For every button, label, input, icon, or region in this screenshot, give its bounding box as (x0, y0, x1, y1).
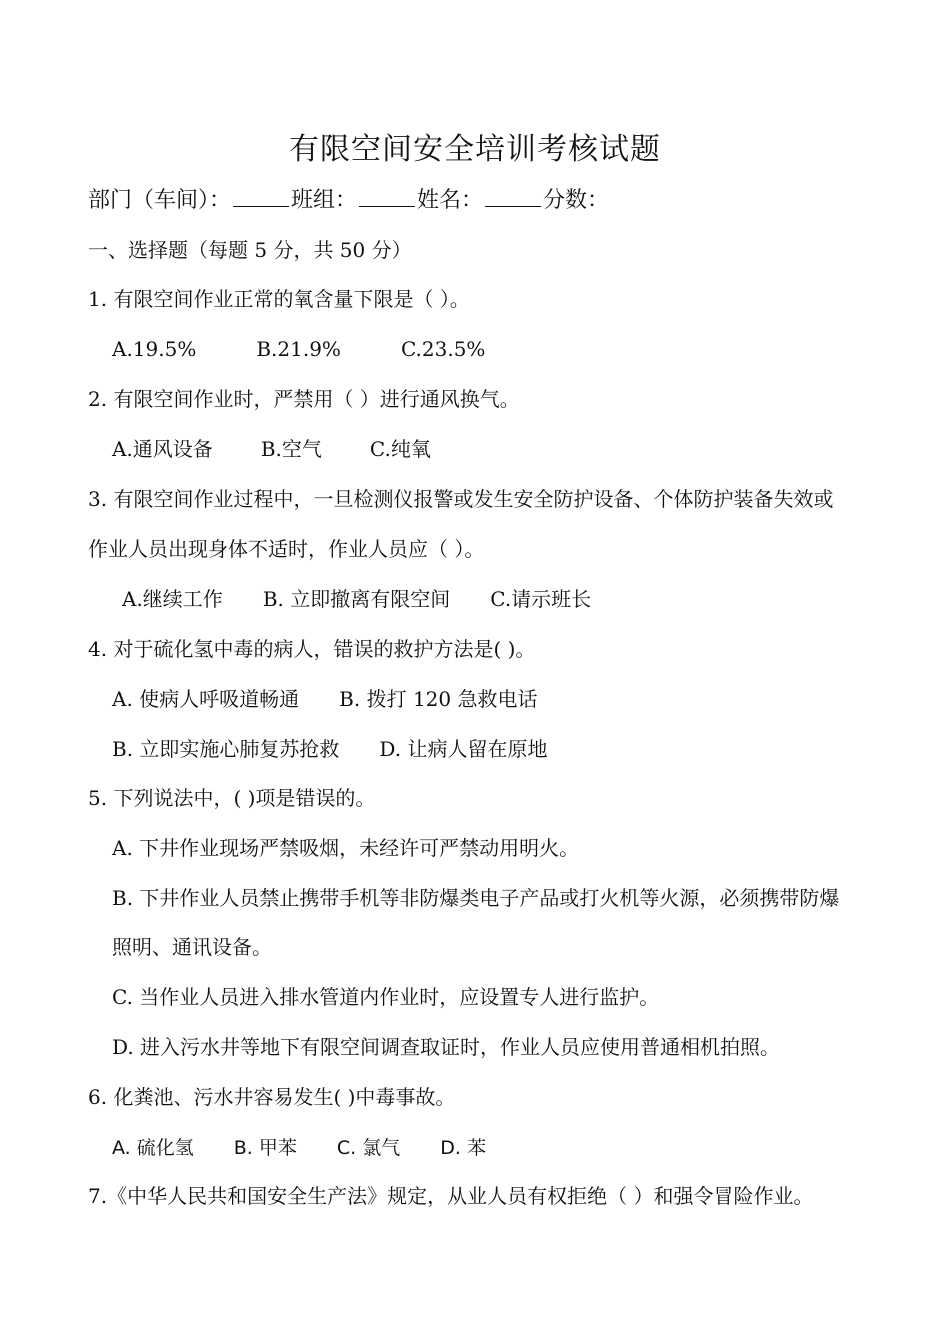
option-a[interactable]: A.通风设备 (112, 437, 213, 461)
page-title: 有限空间安全培训考核试题 (289, 132, 661, 167)
section-heading: 一、选择题（每题 5 分，共 50 分） (88, 238, 412, 262)
question-3-options (122, 584, 890, 614)
option-a[interactable]: A. 硫化氢 (112, 1137, 194, 1159)
name-blank[interactable] (485, 184, 541, 207)
question-3-line-1: 3. 有限空间作业过程中，一旦检测仪报警或发生安全防护设备、个体防护装备失效或 (88, 487, 834, 511)
option-b[interactable]: B. 立即撤离有限空间 (262, 587, 451, 611)
question-4-options-row-2 (112, 734, 890, 764)
option-b-second[interactable]: B. 立即实施心肺复苏抢救 (112, 737, 340, 761)
option-d[interactable]: D. 让病人留在原地 (379, 737, 548, 761)
option-a[interactable]: A. 下井作业现场严禁吸烟，未经许可严禁动用明火。 (112, 836, 580, 860)
question-3-line-2: 作业人员出现身体不适时，作业人员应（ ）。 (88, 537, 485, 561)
score-label: 分数： (543, 188, 610, 213)
info-line (88, 184, 890, 216)
option-b[interactable]: B. 拨打 120 急救电话 (339, 687, 538, 711)
group-label: 班组： (291, 188, 358, 213)
option-d[interactable]: D. 苯 (440, 1137, 486, 1159)
question-2: 2. 有限空间作业时，严禁用（ ）进行通风换气。 (88, 387, 520, 411)
question-1-options (112, 334, 890, 364)
question-1: 1. 有限空间作业正常的氧含量下限是（ ）。 (88, 287, 470, 311)
option-d[interactable]: D. 进入污水井等地下有限空间调查取证时，作业人员应使用普通相机拍照。 (112, 1035, 781, 1059)
question-4: 4. 对于硫化氢中毒的病人，错误的救护方法是( )。 (88, 637, 536, 661)
option-b[interactable]: B.21.9% (256, 337, 341, 361)
option-c[interactable]: C.请示班长 (490, 587, 592, 611)
question-7: 7.《中华人民共和国安全生产法》规定，从业人员有权拒绝（ ）和强令冒险作业。 (88, 1184, 814, 1208)
option-b-continued[interactable]: 照明、通讯设备。 (112, 935, 272, 959)
option-b[interactable]: B. 下井作业人员禁止携带手机等非防爆类电子产品或打火机等火源，必须携带防爆 (112, 886, 840, 910)
dept-blank[interactable] (233, 184, 289, 207)
question-4-options-row-1 (112, 684, 890, 714)
question-6: 6. 化粪池、污水井容易发生( )中毒事故。 (88, 1085, 456, 1109)
option-a[interactable]: A. 使病人呼吸道畅通 (112, 687, 300, 711)
question-5: 5. 下列说法中，( )项是错误的。 (88, 786, 376, 810)
option-c[interactable]: C.23.5% (400, 337, 486, 361)
option-c[interactable]: C.纯氧 (369, 437, 431, 461)
option-c[interactable]: C. 当作业人员进入排水管道内作业时，应设置专人进行监护。 (112, 985, 660, 1009)
question-2-options (112, 434, 890, 464)
option-a[interactable]: A.19.5% (112, 337, 197, 361)
option-a[interactable]: A.继续工作 (122, 587, 223, 611)
question-6-options (112, 1132, 890, 1163)
dept-label: 部门（车间）： (88, 188, 232, 213)
group-blank[interactable] (359, 184, 415, 207)
name-label: 姓名： (417, 188, 484, 213)
option-b[interactable]: B.空气 (260, 437, 322, 461)
option-b[interactable]: B. 甲苯 (233, 1137, 297, 1159)
option-c[interactable]: C. 氯气 (336, 1137, 401, 1159)
